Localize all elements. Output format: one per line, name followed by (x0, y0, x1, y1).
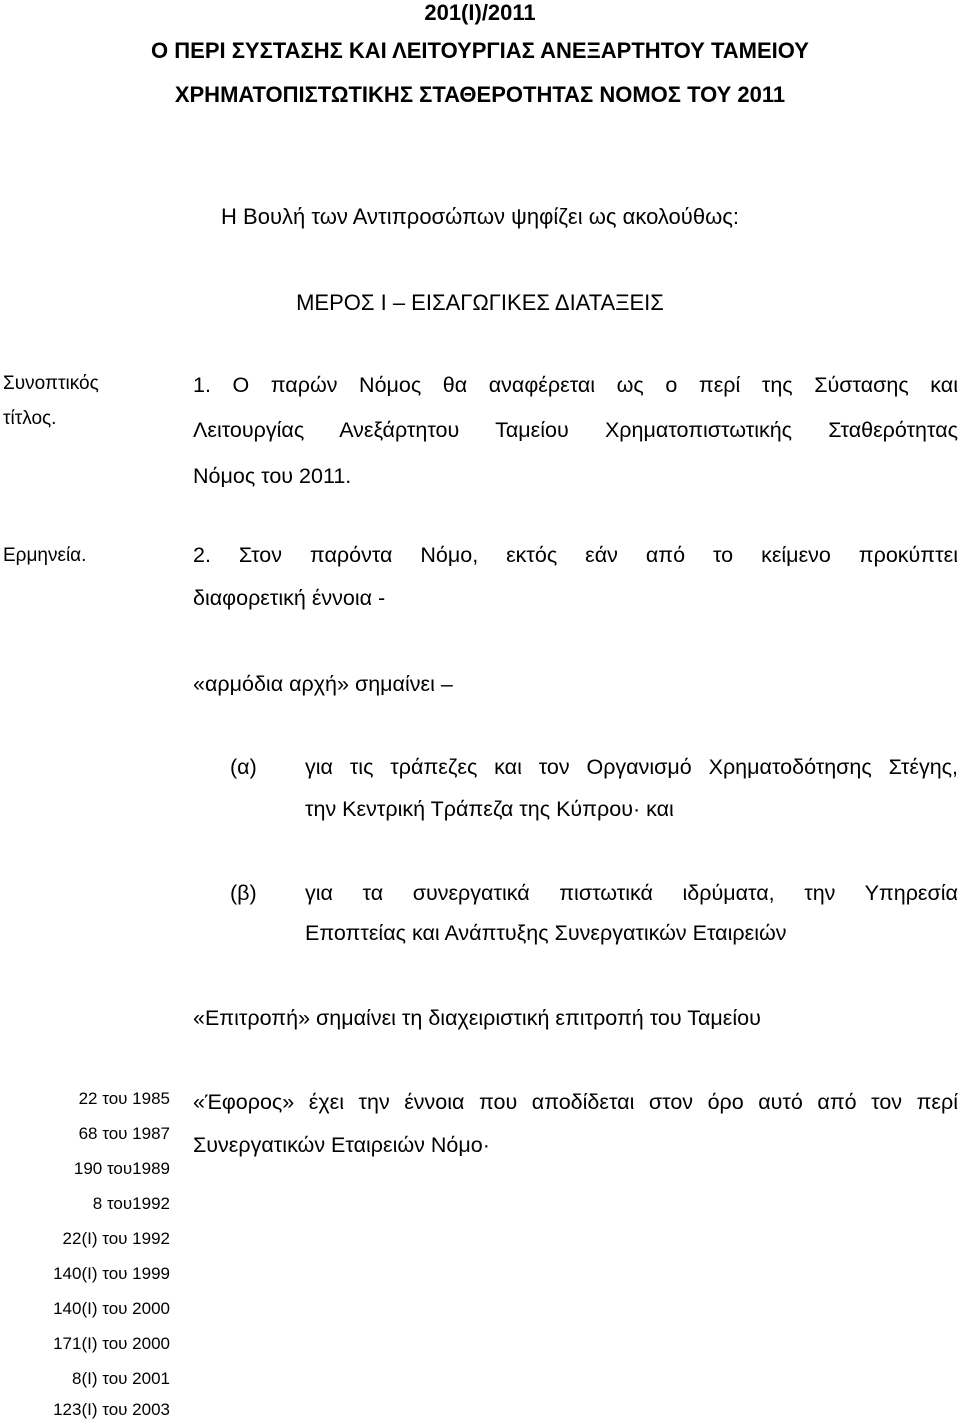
section-1-line-3: Νόμος του 2011. (193, 464, 352, 488)
citation-item: 140(Ι) του 2000 (53, 1299, 170, 1318)
law-number: 201(Ι)/2011 (424, 0, 536, 25)
definition-competent-authority: «αρμόδια αρχή» σημαίνει – (193, 672, 453, 696)
item-b-line-2: Εποπτείας και Ανάπτυξης Συνεργατικών Εταιρειών (305, 921, 787, 945)
margin-note-interpretation: Ερμηνεία. (3, 545, 87, 566)
law-title-line-2: ΧΡΗΜΑΤΟΠΙΣΤΩΤΙΚΗΣ ΣΤΑΘΕΡΟΤΗΤΑΣ ΝΟΜΟΣ ΤΟΥ 2011 (174, 82, 786, 107)
citation-item: 8 του1992 (92, 1194, 170, 1213)
item-a-label: (α) (230, 755, 257, 779)
item-a-line-1: για τις τράπεζες και τον Οργανισμό Χρηματοδότησης Στέγης, (305, 755, 958, 779)
section-2-line-1: 2. Στον παρόντα Νόμο, εκτός εάν από το κείμενο προκύπτει (193, 543, 958, 567)
citation-item: 22 του 1985 (78, 1089, 170, 1108)
citation-item: 190 του1989 (73, 1159, 170, 1178)
margin-note-short-title-2: τίτλος. (3, 408, 57, 429)
definition-registrar-line-1: «Έφορος» έχει την έννοια που αποδίδεται στον όρο αυτό από τον περί (193, 1090, 958, 1114)
item-b-line-1: για τα συνεργατικά πιστωτικά ιδρύματα, την Υπηρεσία (305, 881, 958, 905)
section-1-line-1: 1. Ο παρών Νόμος θα αναφέρεται ως ο περί της Σύστασης και (193, 373, 958, 397)
enactment-formula: Η Βουλή των Αντιπροσώπων ψηφίζει ως ακολούθως: (221, 204, 739, 229)
definition-registrar-line-2: Συνεργατικών Εταιρειών Νόμο· (193, 1133, 490, 1157)
citation-item: 140(Ι) του 1999 (53, 1264, 170, 1283)
section-1-line-2: Λειτουργίας Ανεξάρτητου Ταμείου Χρηματοπιστωτικής Σταθερότητας (193, 418, 958, 442)
citation-item: 171(Ι) του 2000 (53, 1334, 170, 1353)
margin-note-short-title-1: Συνοπτικός (3, 373, 99, 394)
item-b-label: (β) (230, 881, 257, 905)
part-heading: ΜΕΡΟΣ Ι – ΕΙΣΑΓΩΓΙΚΕΣ ΔΙΑΤΑΞΕΙΣ (296, 290, 664, 315)
citation-item: 68 του 1987 (78, 1124, 170, 1143)
law-title-line-1: Ο ΠΕΡΙ ΣΥΣΤΑΣΗΣ ΚΑΙ ΛΕΙΤΟΥΡΓΙΑΣ ΑΝΕΞΑΡΤΗΤΟΥ ΤΑΜΕΙΟΥ (151, 38, 809, 63)
citation-item: 8(Ι) του 2001 (72, 1369, 170, 1388)
item-a-line-2: την Κεντρική Τράπεζα της Κύπρου· και (305, 797, 674, 821)
citation-item: 22(Ι) του 1992 (62, 1229, 170, 1248)
section-2-line-2: διαφορετική έννοια - (193, 586, 386, 610)
citation-item: 123(Ι) του 2003 (53, 1400, 170, 1419)
definition-committee: «Επιτροπή» σημαίνει τη διαχειριστική επιτροπή του Ταμείου (193, 1006, 761, 1030)
